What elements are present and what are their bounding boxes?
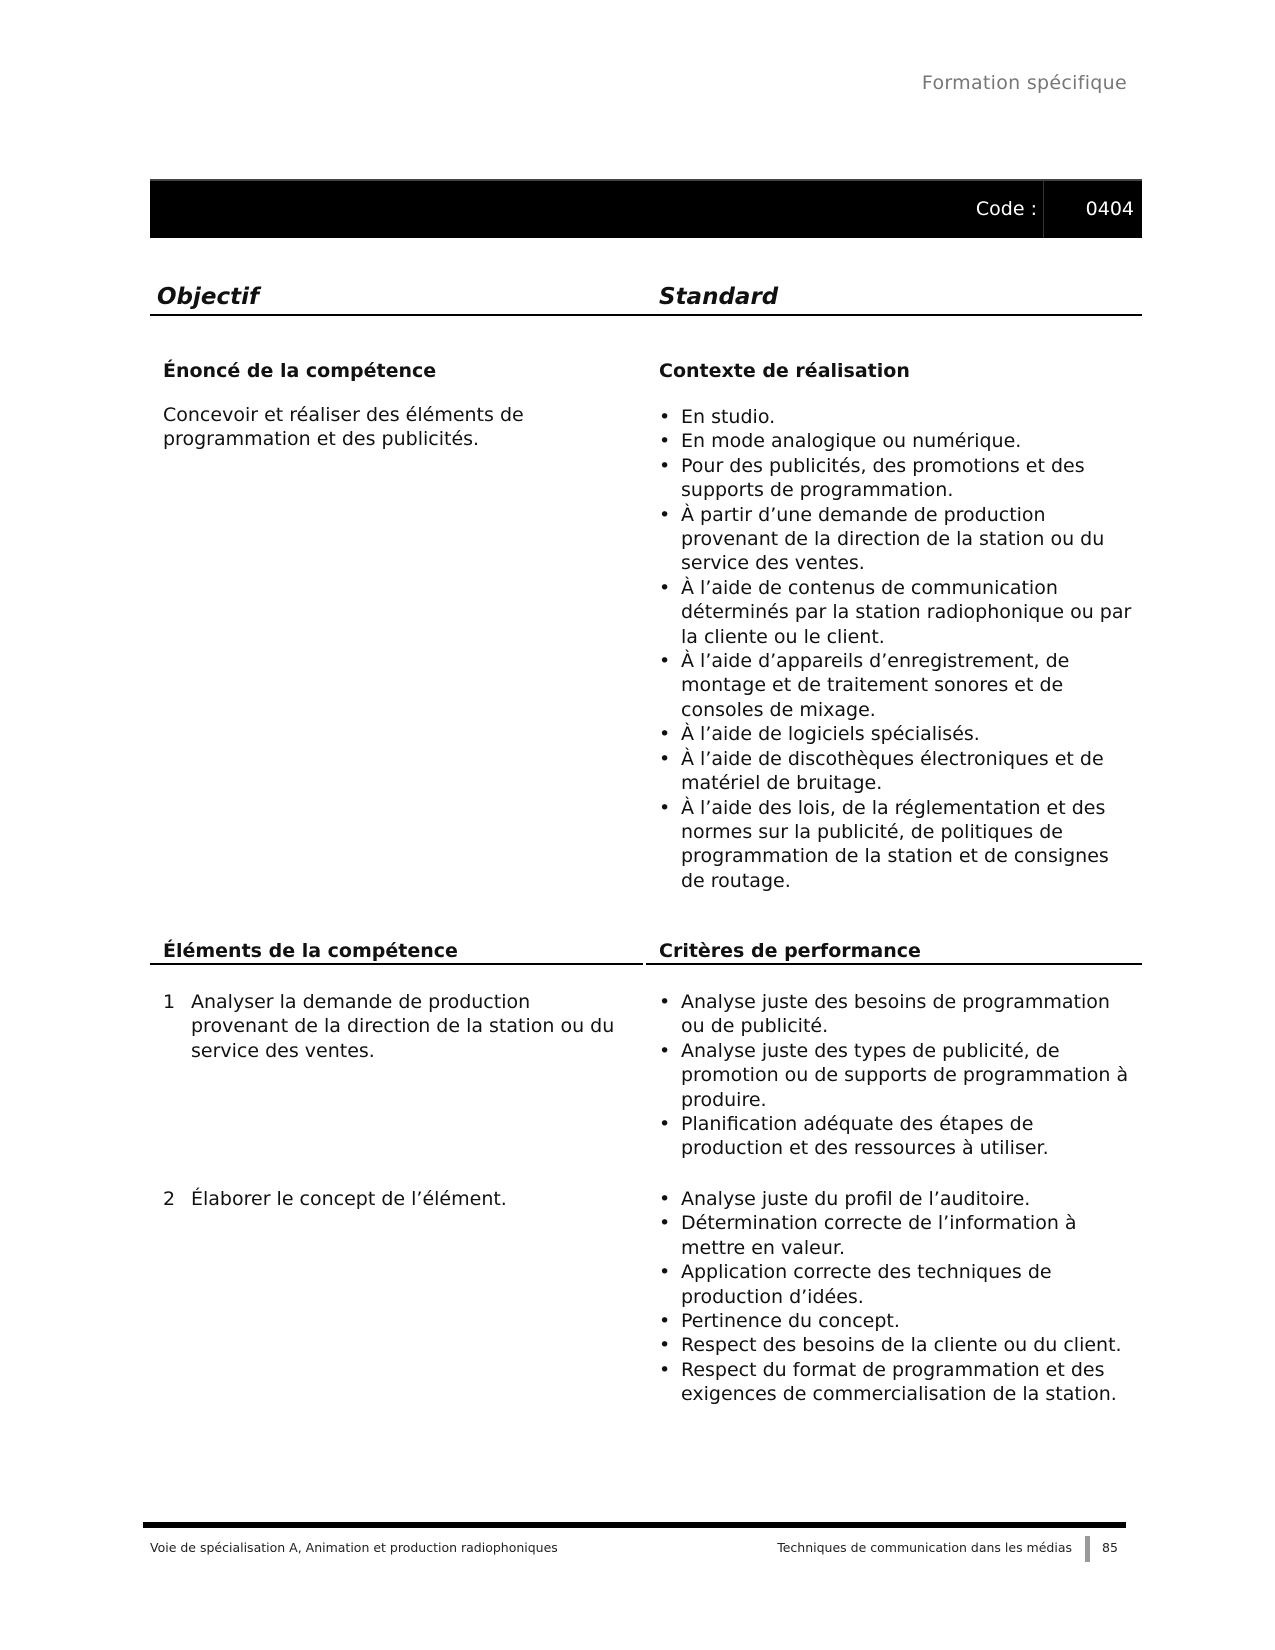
criteres-title: Critères de performance xyxy=(659,940,921,962)
list-item xyxy=(659,649,1137,722)
list-item-text: À l’aide d’appareils d’enregistrement, de montage et de traitement sonores et de consoles de mixage. xyxy=(681,650,1070,721)
list-item-text: Respect du format de programmation et des exigences de commercialisation de la station. xyxy=(681,1358,1117,1406)
footer-right: Techniques de communication dans les médias xyxy=(777,1540,1072,1555)
list-item-text: Analyse juste des types de publicité, de promotion ou de supports de programmation à produire. xyxy=(681,1039,1129,1111)
list-item-text: Pertinence du concept. xyxy=(681,1310,900,1333)
code-label: Code : xyxy=(975,198,1037,220)
list-item xyxy=(659,1112,1137,1161)
page-number-separator xyxy=(1085,1536,1090,1562)
element-text: Analyser la demande de production provenant de la direction de la station ou du service des ventes. xyxy=(191,991,615,1062)
bullet-icon: • xyxy=(659,1212,671,1235)
bullet-icon: • xyxy=(659,454,671,477)
list-item xyxy=(659,429,1137,453)
bullet-icon: • xyxy=(659,1334,671,1357)
footer-left: Voie de spécialisation A, Animation et production radiophoniques xyxy=(150,1540,558,1555)
objectif-heading: Objectif xyxy=(157,284,260,310)
list-item xyxy=(659,1358,1137,1407)
elements-title: Éléments de la compétence xyxy=(163,940,458,962)
list-item-text: À l’aide des lois, de la réglementation et des normes sur la publicité, de politiques de programmation de la station et de consignes de routage. xyxy=(681,796,1109,892)
page-number: 85 xyxy=(1102,1540,1118,1555)
contexte-list xyxy=(659,405,1137,893)
heading-rule xyxy=(150,314,1142,316)
list-item-text: Respect des besoins de la cliente ou du client. xyxy=(681,1334,1122,1357)
element-text: Élaborer le concept de l’élément. xyxy=(191,1188,507,1210)
list-item-text: En studio. xyxy=(681,406,776,428)
list-item-text: À l’aide de contenus de communication déterminés par la station radiophonique ou par la cliente ou le client. xyxy=(681,576,1132,648)
bullet-icon: • xyxy=(659,1358,671,1381)
standard-heading: Standard xyxy=(659,284,779,310)
elements-rule xyxy=(150,963,643,965)
list-item-text: Pour des publicités, des promotions et des supports de programmation. xyxy=(681,454,1085,502)
bullet-icon: • xyxy=(659,747,671,770)
list-item xyxy=(659,576,1137,649)
list-item xyxy=(659,1333,1137,1357)
list-item xyxy=(659,405,1137,429)
list-item-text: Analyse juste du profil de l’auditoire. xyxy=(681,1188,1031,1210)
list-item-text: En mode analogique ou numérique. xyxy=(681,430,1022,453)
list-item-text: Analyse juste des besoins de programmation ou de publicité. xyxy=(681,991,1110,1038)
bullet-icon: • xyxy=(659,1310,671,1333)
list-item-text: Planification adéquate des étapes de production et des ressources à utiliser. xyxy=(681,1113,1049,1160)
code-value: 0404 xyxy=(1085,198,1134,220)
list-item xyxy=(659,1187,1137,1211)
bullet-icon: • xyxy=(659,723,671,746)
bullet-icon: • xyxy=(659,1261,671,1284)
list-item xyxy=(659,796,1137,894)
code-bar xyxy=(150,179,1142,238)
list-item-text: Application correcte des techniques de production d’idées. xyxy=(681,1261,1052,1308)
list-item xyxy=(659,1211,1137,1260)
list-item-text: À l’aide de logiciels spécialisés. xyxy=(681,723,980,746)
criteria-list xyxy=(659,990,1137,1161)
bullet-icon: • xyxy=(659,650,671,673)
element-item xyxy=(163,990,623,1063)
criteres-rule xyxy=(646,963,1142,965)
element-item xyxy=(163,1187,623,1211)
code-separator xyxy=(1043,181,1044,238)
list-item xyxy=(659,454,1137,503)
list-item xyxy=(659,722,1137,746)
list-item-text: Détermination correcte de l’information à mettre en valeur. xyxy=(681,1212,1077,1259)
bullet-icon: • xyxy=(659,406,671,428)
footer-rule xyxy=(143,1522,1126,1528)
enonce-text: Concevoir et réaliser des éléments de programmation et des publicités. xyxy=(163,404,524,451)
list-item-text: À partir d’une demande de production provenant de la direction de la station ou du service des ventes. xyxy=(681,503,1105,575)
bullet-icon: • xyxy=(659,1039,671,1062)
bullet-icon: • xyxy=(659,1188,671,1210)
running-header: Formation spécifique xyxy=(921,72,1127,94)
bullet-icon: • xyxy=(659,1113,671,1136)
element-number: 1 xyxy=(163,991,176,1013)
list-item xyxy=(659,990,1137,1039)
list-item xyxy=(659,1260,1137,1309)
element-number: 2 xyxy=(163,1188,176,1210)
list-item xyxy=(659,1039,1137,1112)
bullet-icon: • xyxy=(659,503,671,526)
criteria-list xyxy=(659,1187,1137,1407)
enonce-title: Énoncé de la compétence xyxy=(163,360,437,382)
bullet-icon: • xyxy=(659,796,671,819)
contexte-title: Contexte de réalisation xyxy=(659,360,910,382)
list-item xyxy=(659,1309,1137,1333)
bullet-icon: • xyxy=(659,430,671,453)
bullet-icon: • xyxy=(659,991,671,1013)
list-item xyxy=(659,503,1137,576)
bullet-icon: • xyxy=(659,576,671,599)
list-item xyxy=(659,747,1137,796)
list-item-text: À l’aide de discothèques électroniques et de matériel de bruitage. xyxy=(681,747,1104,795)
